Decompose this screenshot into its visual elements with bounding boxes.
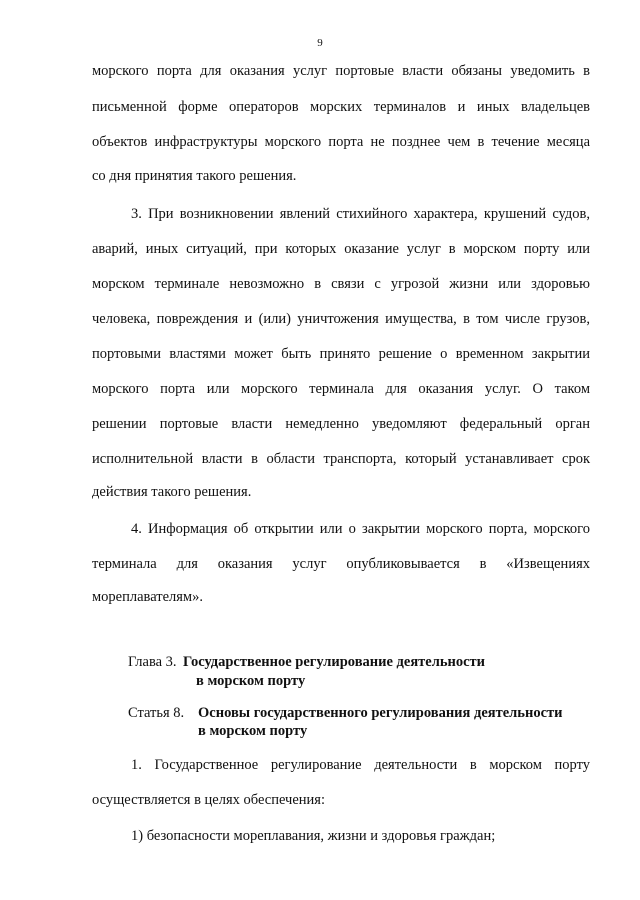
article-prefix: Статья 8. (128, 705, 185, 721)
paragraph-line: 3. При возникновении явлений стихийного характера, крушений судов, (131, 206, 590, 222)
page-number: 9 (317, 37, 323, 49)
paragraph-line: морском терминале невозможно в связи с угрозой жизни или здоровью (92, 276, 590, 292)
paragraph-line: 1. Государственное регулирование деятельности в морском порту (131, 757, 590, 773)
paragraph-line: решении портовые власти немедленно уведомляют федеральный орган (92, 416, 590, 432)
paragraph-line: объектов инфраструктуры морского порта не позднее чем в течение месяца (92, 134, 590, 150)
chapter-prefix: Глава 3. (128, 654, 177, 670)
article-title-continued: в морском порту (198, 723, 308, 739)
paragraph-line: со дня принятия такого решения. (92, 168, 297, 184)
paragraph-line: морского порта для оказания услуг портовые власти обязаны уведомить в (92, 63, 590, 79)
paragraph-line: мореплавателям». (92, 589, 203, 605)
list-item: 1) безопасности мореплавания, жизни и здоровья граждан; (131, 828, 496, 844)
paragraph-line: действия такого решения. (92, 484, 252, 500)
paragraph-line: 4. Информация об открытии или о закрытии морского порта, морского (131, 521, 590, 537)
paragraph-line: письменной форме операторов морских терминалов и иных владельцев (92, 99, 590, 115)
paragraph-line: портовыми властями может быть принято решение о временном закрытии (92, 346, 590, 362)
paragraph-line: осуществляется в целях обеспечения: (92, 792, 325, 808)
paragraph-line: человека, повреждения и (или) уничтожения имущества, в том числе грузов, (92, 311, 590, 327)
paragraph-line: исполнительной власти в области транспорта, который устанавливает срок (92, 451, 590, 467)
paragraph-line: аварий, иных ситуаций, при которых оказание услуг в морском порту или (92, 241, 590, 257)
paragraph-line: морского порта или морского терминала для оказания услуг. О таком (92, 381, 590, 397)
chapter-title-continued: в морском порту (196, 673, 306, 689)
paragraph-line: терминала для оказания услуг опубликовывается в «Извещениях (92, 556, 590, 572)
article-title: Основы государственного регулирования деятельности (198, 705, 563, 721)
chapter-title: Государственное регулирование деятельности (183, 654, 486, 670)
